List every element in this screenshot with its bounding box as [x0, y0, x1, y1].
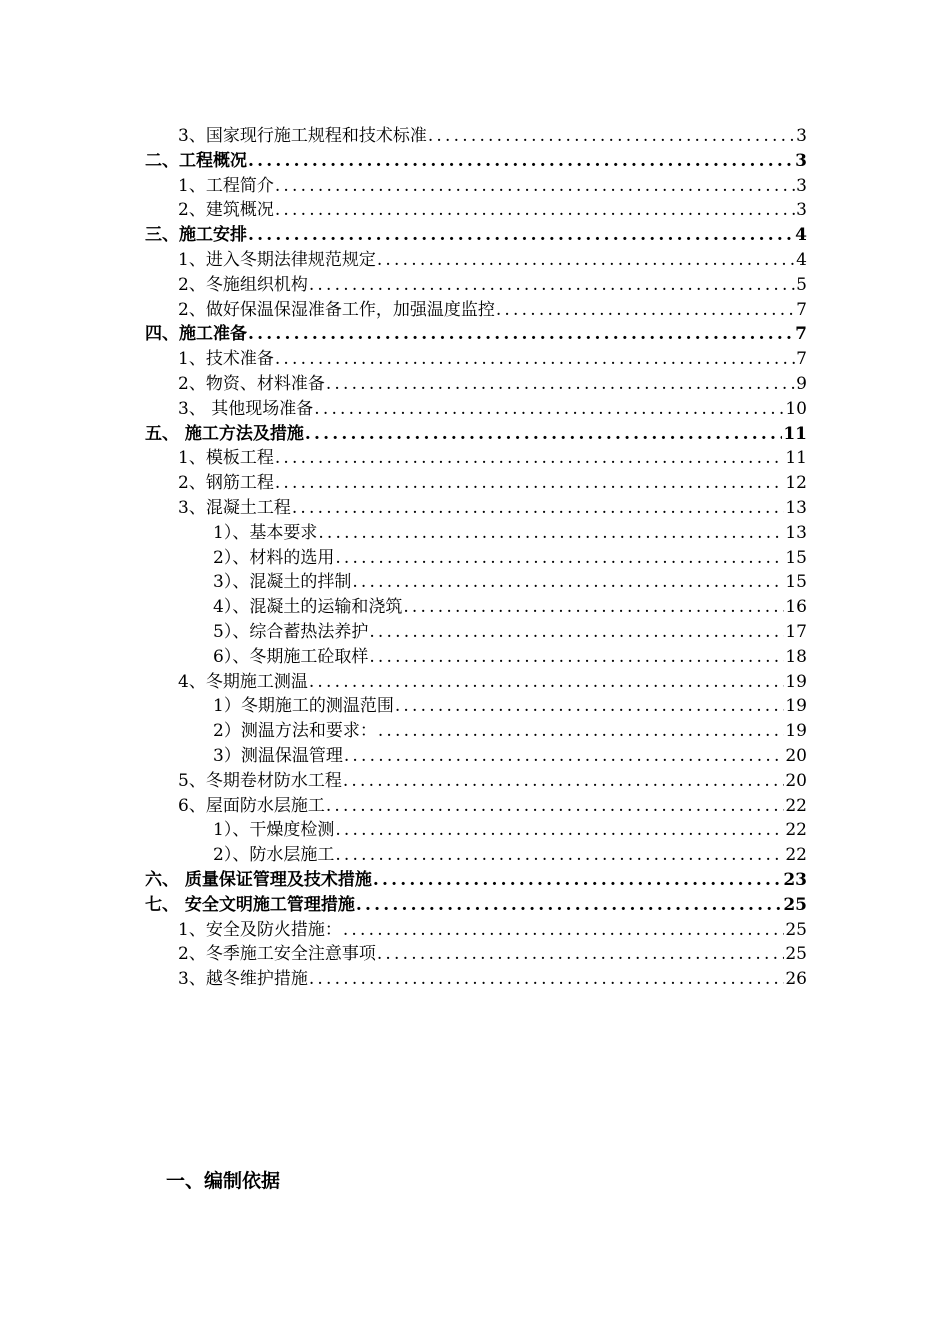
- toc-dot-leader: [343, 769, 785, 794]
- toc-entry-page-number: 25: [785, 919, 807, 940]
- toc-entry[interactable]: [145, 273, 807, 298]
- toc-entry[interactable]: [145, 347, 807, 372]
- toc-entry[interactable]: [145, 670, 807, 695]
- toc-dot-leader: [496, 298, 795, 323]
- toc-entry[interactable]: [145, 868, 807, 893]
- toc-dot-leader: [369, 620, 784, 645]
- toc-entry[interactable]: [145, 422, 807, 447]
- toc-entry-page-number: 7: [795, 324, 807, 345]
- toc-entry-title: 5）、综合蓄热法养护: [213, 621, 369, 642]
- toc-dot-leader: [248, 223, 794, 248]
- toc-entry[interactable]: [145, 298, 807, 323]
- toc-entry[interactable]: [145, 471, 807, 496]
- toc-entry[interactable]: [145, 893, 807, 918]
- toc-dot-leader: [369, 645, 784, 670]
- toc-entry-page-number: 3: [796, 200, 807, 221]
- toc-entry[interactable]: [145, 620, 807, 645]
- toc-entry[interactable]: [145, 322, 807, 347]
- toc-dot-leader: [275, 347, 795, 372]
- toc-entry-page-number: 11: [783, 423, 807, 444]
- toc-entry-title: 六、 质量保证管理及技术措施: [145, 869, 372, 890]
- toc-entry-title: 七、 安全文明施工管理措施: [145, 894, 355, 915]
- toc-dot-leader: [248, 322, 794, 347]
- toc-entry-title: 3）、混凝土的拌制: [213, 572, 352, 593]
- toc-entry[interactable]: [145, 521, 807, 546]
- toc-entry[interactable]: [145, 794, 807, 819]
- toc-entry-title: 3、混凝土工程: [178, 497, 291, 518]
- toc-entry-page-number: 3: [795, 150, 807, 171]
- toc-entry-page-number: 4: [795, 225, 807, 246]
- toc-dot-leader: [305, 422, 782, 447]
- toc-dot-leader: [292, 496, 785, 521]
- toc-entry[interactable]: [145, 769, 807, 794]
- toc-entry-title: 5、冬期卷材防水工程: [178, 770, 342, 791]
- toc-entry-title: 2、物资、材料准备: [178, 373, 325, 394]
- toc-entry-page-number: 18: [785, 646, 807, 667]
- toc-dot-leader: [377, 248, 795, 273]
- toc-entry[interactable]: [145, 223, 807, 248]
- toc-entry[interactable]: [145, 198, 807, 223]
- toc-dot-leader: [275, 198, 795, 223]
- toc-entry[interactable]: [145, 843, 807, 868]
- toc-dot-leader: [309, 670, 785, 695]
- toc-entry-page-number: 15: [785, 547, 807, 568]
- toc-dot-leader: [395, 694, 785, 719]
- toc-entry-page-number: 23: [783, 869, 807, 890]
- toc-dot-leader: [275, 174, 795, 199]
- toc-dot-leader: [344, 744, 785, 769]
- toc-entry-page-number: 3: [796, 126, 807, 146]
- toc-dot-leader: [352, 570, 784, 595]
- toc-entry-page-number: 19: [785, 671, 807, 692]
- toc-entry[interactable]: [145, 496, 807, 521]
- toc-entry-title: 4）、混凝土的运输和浇筑: [213, 597, 403, 618]
- toc-entry-title: 五、 施工方法及措施: [145, 423, 304, 444]
- toc-dot-leader: [335, 818, 784, 843]
- toc-entry-title: 1、技术准备: [178, 349, 274, 370]
- toc-entry-title: 四、施工准备: [145, 324, 247, 345]
- toc-entry-page-number: 12: [785, 473, 807, 494]
- toc-entry-title: 3、国家现行施工规程和技术标准: [178, 126, 427, 146]
- toc-entry-page-number: 7: [796, 349, 807, 370]
- toc-entry-title: 2、冬季施工安全注意事项: [178, 944, 376, 965]
- toc-dot-leader: [356, 893, 782, 918]
- toc-entry[interactable]: [145, 595, 807, 620]
- toc-entry-page-number: 17: [785, 621, 807, 642]
- toc-entry-page-number: 19: [785, 721, 807, 742]
- toc-entry[interactable]: [145, 124, 807, 149]
- toc-dot-leader: [335, 546, 784, 571]
- toc-entry-page-number: 16: [785, 597, 807, 618]
- toc-entry-title: 三、施工安排: [145, 225, 247, 246]
- toc-dot-leader: [309, 273, 795, 298]
- toc-entry-title: 2、做好保温保湿准备工作，加强温度监控: [178, 299, 495, 320]
- toc-entry[interactable]: [145, 174, 807, 199]
- toc-entry[interactable]: [145, 546, 807, 571]
- toc-entry-page-number: 7: [796, 299, 807, 320]
- toc-entry[interactable]: [145, 397, 807, 422]
- toc-entry-title: 2、建筑概况: [178, 200, 274, 221]
- toc-entry-page-number: 22: [785, 845, 807, 866]
- toc-entry-title: 3）测温保温管理: [213, 745, 343, 766]
- toc-entry-page-number: 15: [785, 572, 807, 593]
- toc-entry-page-number: 22: [785, 820, 807, 841]
- toc-entry-page-number: 4: [796, 249, 807, 270]
- toc-entry[interactable]: [145, 645, 807, 670]
- toc-entry-title: 2、钢筋工程: [178, 473, 274, 494]
- toc-dot-leader: [378, 719, 785, 744]
- toc-entry-page-number: 13: [785, 497, 807, 518]
- toc-entry[interactable]: [145, 149, 807, 174]
- toc-dot-leader: [309, 967, 785, 992]
- toc-entry-page-number: 20: [785, 745, 807, 766]
- toc-dot-leader: [335, 843, 784, 868]
- toc-entry-title: 二、工程概况: [145, 150, 247, 171]
- toc-entry-title: 1）、基本要求: [213, 522, 318, 543]
- toc-entry-page-number: 25: [783, 894, 807, 915]
- toc-dot-leader: [373, 868, 782, 893]
- toc-entry-page-number: 26: [785, 969, 807, 990]
- toc-entry[interactable]: [145, 967, 807, 992]
- toc-entry-title: 6）、冬期施工砼取样: [213, 646, 369, 667]
- toc-entry[interactable]: [145, 570, 807, 595]
- toc-dot-leader: [275, 446, 785, 471]
- toc-entry-title: 4、冬期施工测温: [178, 671, 308, 692]
- toc-entry-title: 2）测温方法和要求：: [213, 721, 377, 742]
- toc-entry[interactable]: [145, 942, 807, 967]
- toc-entry-title: 1、工程简介: [178, 175, 274, 196]
- toc-dot-leader: [275, 471, 785, 496]
- toc-entry[interactable]: [145, 694, 807, 719]
- toc-dot-leader: [248, 149, 794, 174]
- toc-dot-leader: [343, 918, 785, 943]
- toc-entry[interactable]: [145, 818, 807, 843]
- toc-entry[interactable]: [145, 248, 807, 273]
- table-of-contents: [145, 124, 807, 992]
- toc-entry-page-number: 20: [785, 770, 807, 791]
- toc-entry-page-number: 11: [785, 448, 807, 469]
- toc-entry-page-number: 5: [796, 274, 807, 295]
- toc-dot-leader: [318, 521, 784, 546]
- section-heading: 一、编制依据: [166, 1170, 281, 1192]
- toc-dot-leader: [326, 372, 795, 397]
- toc-entry-page-number: 3: [796, 175, 807, 196]
- toc-entry-title: 2、冬施组织机构: [178, 274, 308, 295]
- toc-entry-page-number: 25: [785, 944, 807, 965]
- toc-entry-page-number: 9: [796, 373, 807, 394]
- toc-entry[interactable]: [145, 744, 807, 769]
- toc-entry[interactable]: [145, 446, 807, 471]
- toc-entry-title: 2）、防水层施工: [213, 845, 335, 866]
- toc-entry-title: 3、 其他现场准备: [178, 398, 314, 419]
- toc-dot-leader: [377, 942, 785, 967]
- toc-entry-page-number: 10: [785, 398, 807, 419]
- toc-entry-title: 6、屋面防水层施工: [178, 795, 325, 816]
- toc-entry-title: 1、进入冬期法律规范规定: [178, 249, 376, 270]
- toc-dot-leader: [326, 794, 785, 819]
- toc-dot-leader: [428, 124, 795, 149]
- toc-dot-leader: [314, 397, 784, 422]
- toc-entry-title: 1）、干燥度检测: [213, 820, 335, 841]
- toc-entry-page-number: 22: [785, 795, 807, 816]
- toc-entry[interactable]: [145, 719, 807, 744]
- toc-entry-page-number: 13: [785, 522, 807, 543]
- toc-entry-title: 1、安全及防火措施：: [178, 919, 342, 940]
- toc-entry-title: 2）、材料的选用: [213, 547, 335, 568]
- toc-entry[interactable]: [145, 918, 807, 943]
- toc-entry[interactable]: [145, 372, 807, 397]
- toc-entry-page-number: 19: [785, 696, 807, 717]
- toc-entry-title: 1、模板工程: [178, 448, 274, 469]
- toc-entry-title: 1）冬期施工的测温范围: [213, 696, 394, 717]
- toc-entry-title: 3、越冬维护措施: [178, 969, 308, 990]
- toc-dot-leader: [403, 595, 784, 620]
